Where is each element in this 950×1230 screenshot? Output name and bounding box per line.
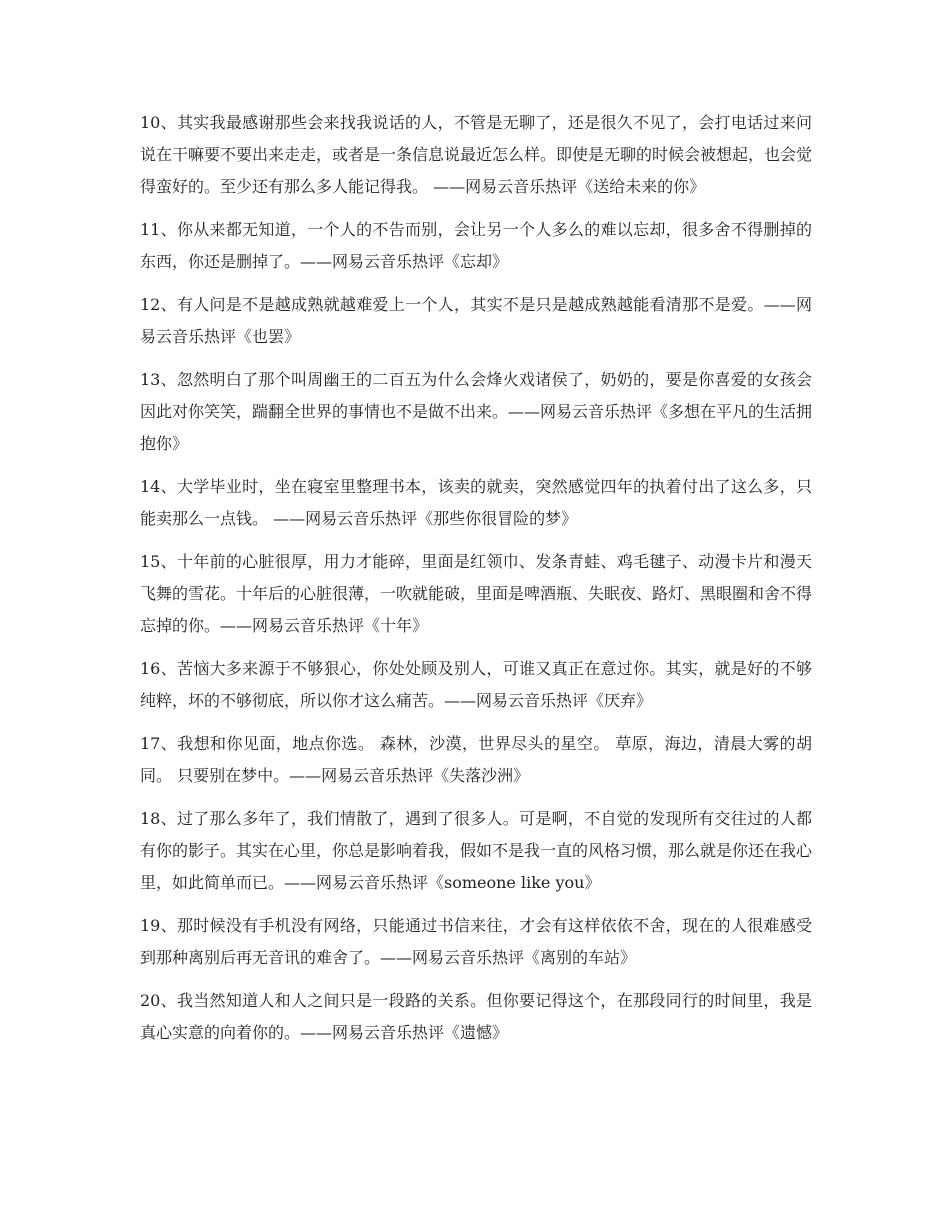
- paragraph-15: 15、十年前的心脏很厚，用力才能碎，里面是红领巾、发条青蛙、鸡毛毽子、动漫卡片和漫天飞舞的雪花。十年后的心脏很薄，一吹就能破，里面是啤酒瓶、失眠夜、路灯、黑眼圈和舍不得忘掉的你。——网易云音乐热评《十年》: [140, 552, 813, 635]
- paragraph-14: 14、大学毕业时，坐在寝室里整理书本，该卖的就卖，突然感觉四年的执着付出了这么多，只能卖那么一点钱。 ——网易云音乐热评《那些你很冒险的梦》: [140, 477, 812, 528]
- paragraph-10: 10、其实我最感谢那些会来找我说话的人，不管是无聊了，还是很久不见了，会打电话过来问说在干嘛要不要出来走走，或者是一条信息说最近怎么样。即使是无聊的时候会被想起，也会觉得蛮好的。至少还有那么多人能记得我。 ——网易云音乐热评《送给未来的你》: [140, 113, 813, 196]
- paragraph-13: 13、忽然明白了那个叫周幽王的二百五为什么会烽火戏诸侯了，奶奶的，要是你喜爱的女孩会因此对你笑笑，踹翻全世界的事情也不是做不出来。——网易云音乐热评《多想在平凡的生活拥抱你》: [140, 370, 813, 453]
- paragraph-17: 17、我想和你见面，地点你选。 森林，沙漠，世界尽头的星空。 草原，海边，清晨大雾的胡同。 只要别在梦中。——网易云音乐热评《失落沙洲》: [140, 734, 812, 785]
- paragraph-12: 12、有人问是不是越成熟就越难爱上一个人，其实不是只是越成熟越能看清那不是爱。——网易云音乐热评《也罢》: [140, 295, 812, 346]
- paragraph-19: 19、那时候没有手机没有网络，只能通过书信来往，才会有这样依依不舍，现在的人很难感受到那种离别后再无音讯的难舍了。——网易云音乐热评《离别的车站》: [140, 916, 812, 967]
- paragraph-11: 11、你从来都无知道，一个人的不告而别，会让另一个人多么的难以忘却，很多舍不得删掉的东西，你还是删掉了。——网易云音乐热评《忘却》: [140, 220, 812, 271]
- paragraph-20: 20、我当然知道人和人之间只是一段路的关系。但你要记得这个，在那段同行的时间里，我是真心实意的向着你的。——网易云音乐热评《遗憾》: [140, 991, 812, 1042]
- paragraph-16: 16、苦恼大多来源于不够狠心，你处处顾及别人，可谁又真正在意过你。其实，就是好的不够纯粹，坏的不够彻底，所以你才这么痛苦。——网易云音乐热评《厌弃》: [140, 659, 812, 710]
- document-body: [140, 107, 812, 1060]
- paragraph-18: 18、过了那么多年了，我们情散了，遇到了很多人。可是啊，不自觉的发现所有交往过的人都有你的影子。其实在心里，你总是影响着我，假如不是我一直的风格习惯，那么就是你还在我心里，如此简单而已。——网易云音乐热评《someone like you》: [140, 809, 813, 892]
